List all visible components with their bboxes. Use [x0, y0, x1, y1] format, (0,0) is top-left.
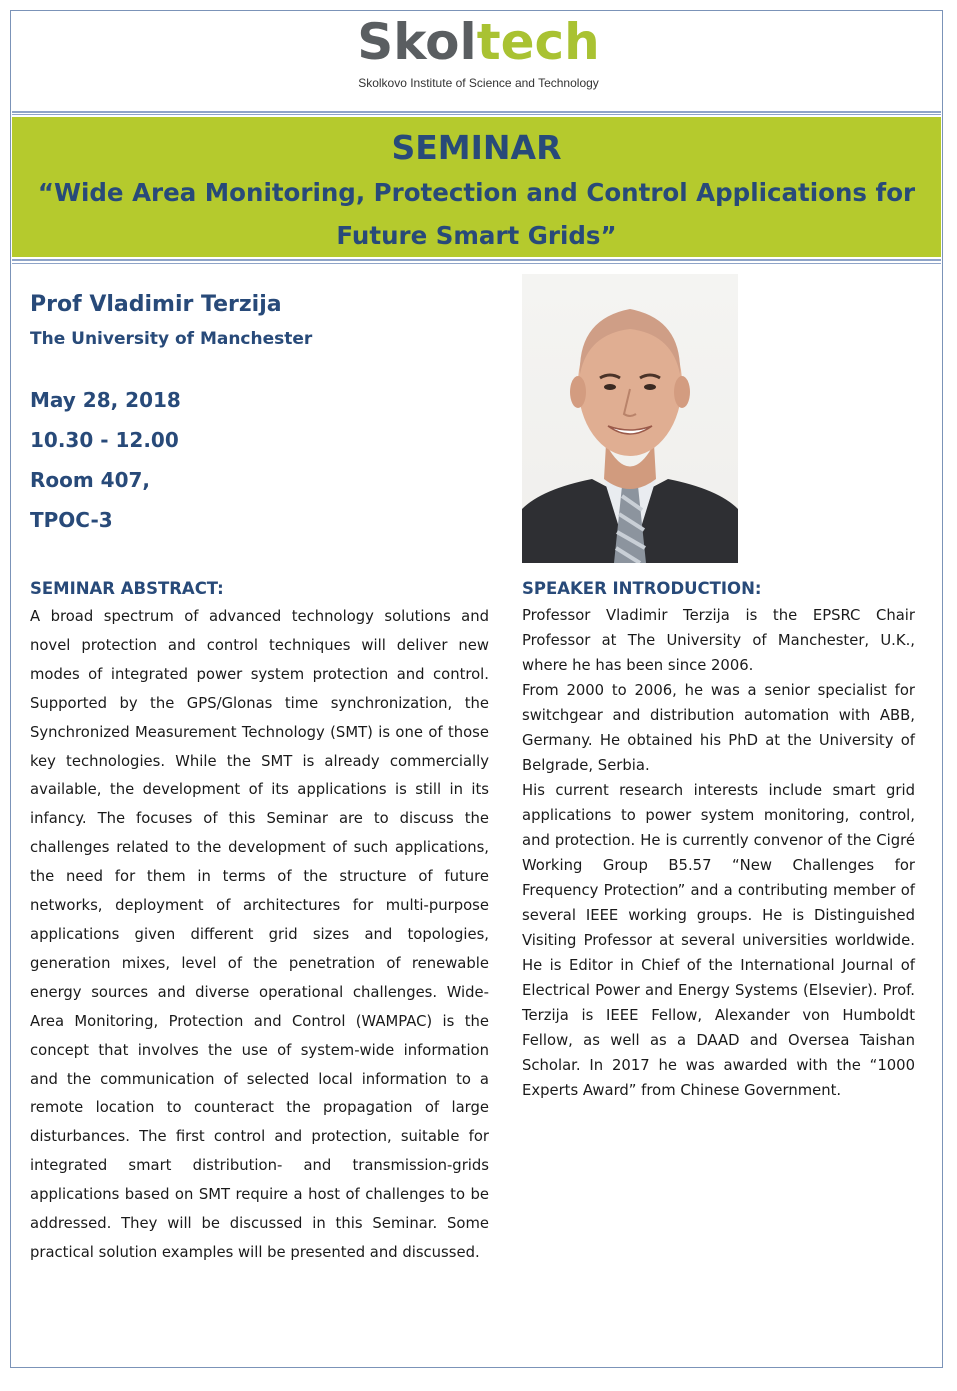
- banner-subtitle-line1: “Wide Area Monitoring, Protection and Control Applications for: [37, 178, 916, 207]
- event-time: 10.30 - 12.00: [30, 428, 179, 452]
- speaker-portrait-icon: [522, 274, 738, 563]
- banner-subtitle-line2: Future Smart Grids”: [336, 221, 617, 250]
- speaker-name: Prof Vladimir Terzija: [30, 292, 282, 317]
- logo-wordmark: [0, 14, 957, 70]
- abstract-text: A broad spectrum of advanced technology solutions and novel protection and control techniques will deliver new modes of integrated power system protection and control. Supported by the GPS/Glonas time synchronization, the Synchronized Measurement Technology (SMT) is one of those key technologies. While the SMT is already commercially available, the development of its applications is still in its infancy. The focuses of this Seminar are to discuss the challenges related to the development of such applications, the need for them in terms of the structure of future networks, deployment of architectures for multi-purpose applications given different grid sizes and topologies, generation mixes, level of the penetration of renewable energy sources and diverse operational challenges. Wide-Area Monitoring, Protection and Control (WAMPAC) is the concept that involves the use of system-wide information and the communication of selected local information to a remote location to counteract the propagation of large disturbances. The first control and protection, suitable for integrated smart distribution- and transmission-grids applications based on SMT require a host of challenges to be addressed. They will be discussed in this Seminar. Some practical solution examples will be presented and discussed.: [30, 608, 489, 1261]
- skoltech-logo: [0, 14, 957, 90]
- introduction-text: [522, 603, 915, 1103]
- logo-part-green: tech: [476, 13, 600, 71]
- event-date: May 28, 2018: [30, 388, 181, 412]
- introduction-paragraph: Professor Vladimir Terzija is the EPSRC Chair Professor at The University of Manchester, U.K., where he has been since 2006.: [522, 607, 915, 674]
- speaker-photo: [522, 274, 738, 563]
- header-divider-thin: [12, 114, 941, 115]
- event-room: Room 407,: [30, 468, 151, 492]
- logo-part-gray: Skol: [357, 13, 477, 71]
- banner-divider-thin: [12, 263, 941, 264]
- logo-subtitle: Skolkovo Institute of Science and Technology: [358, 76, 599, 90]
- header-divider-top: [12, 111, 941, 113]
- banner-title: SEMINAR: [391, 128, 562, 167]
- introduction-heading: SPEAKER INTRODUCTION:: [522, 579, 762, 598]
- abstract-heading: SEMINAR ABSTRACT:: [30, 579, 224, 598]
- speaker-affiliation: The University of Manchester: [30, 329, 313, 349]
- event-building: TPOC-3: [30, 508, 113, 532]
- introduction-paragraph: His current research interests include smart grid applications to power system monitoring, control, and protection. He is currently convenor of the Cigré Working Group B5.57 “New Challenges for Frequency Protection” and a contributing member of several IEEE working groups. He is Distinguished Visiting Professor at several universities worldwide. He is Editor in Chief of the International Journal of Electrical Power and Energy Systems (Elsevier). Prof. Terzija is IEEE Fellow, Alexander von Humboldt Fellow, as well as a DAAD and Oversea Taishan Scholar. In 2017 he was awarded with the “1000 Experts Award” from Chinese Government.: [522, 782, 915, 1099]
- banner-divider-bottom: [12, 259, 941, 261]
- seminar-banner: [12, 117, 941, 257]
- introduction-paragraph: From 2000 to 2006, he was a senior specialist for switchgear and distribution automation with ABB, Germany. He obtained his PhD at the University of Belgrade, Serbia.: [522, 682, 915, 774]
